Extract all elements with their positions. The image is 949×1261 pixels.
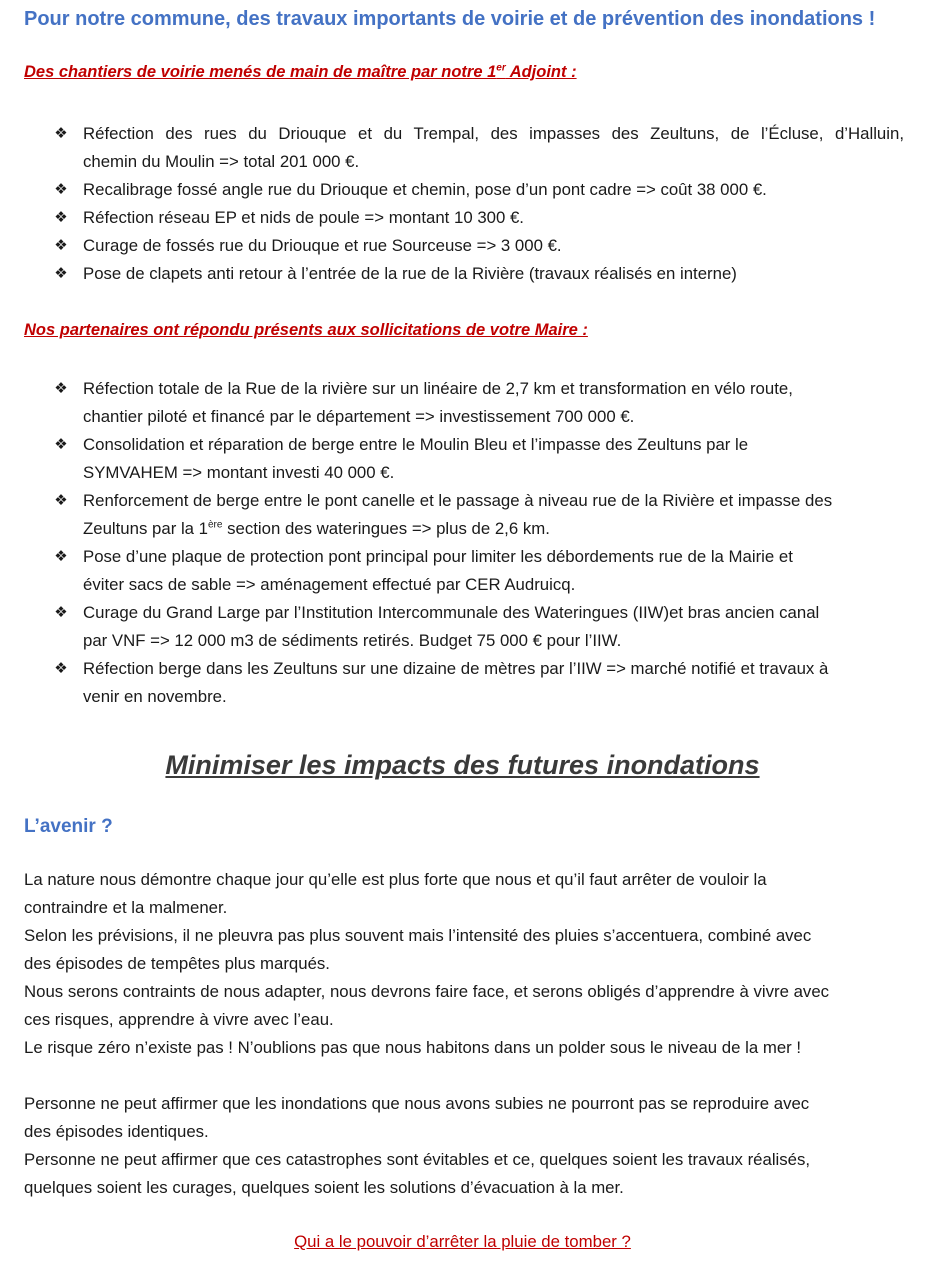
four-diamond-bullet-icon: ❖ <box>54 237 68 254</box>
avenir-paragraph-1 <box>24 866 904 1062</box>
section1-heading-end: Adjoint : <box>505 63 577 81</box>
section1-heading-sup: er <box>496 62 506 74</box>
section1-heading <box>24 63 577 82</box>
section1-list <box>54 120 904 288</box>
paragraph-line: des épisodes identiques. <box>24 1122 209 1141</box>
four-diamond-bullet-icon: ❖ <box>54 265 68 282</box>
list-item-line: Curage de fossés rue du Driouque et rue Sourceuse => 3 000 €. <box>83 236 562 255</box>
list-item <box>54 232 904 260</box>
list-item <box>54 599 904 655</box>
section2-list <box>54 375 904 711</box>
four-diamond-bullet-icon: ❖ <box>54 436 68 453</box>
paragraph-line: contraindre et la malmener. <box>24 898 228 917</box>
list-item-line: Pose de clapets anti retour à l’entrée de la rue de la Rivière (travaux réalisés en interne) <box>83 264 737 283</box>
list-item-text: section des wateringues => plus de 2,6 km. <box>222 519 550 538</box>
list-item <box>54 487 904 543</box>
list-item <box>54 120 904 176</box>
list-item-line: Curage du Grand Large par l’Institution Intercommunale des Wateringues (IIW)et bras ancien canal <box>83 603 820 622</box>
closing-question: Qui a le pouvoir d’arrêter la pluie de tomber ? <box>294 1232 631 1251</box>
list-item-line: chantier piloté et financé par le département => investissement 700 000 €. <box>83 407 635 426</box>
four-diamond-bullet-icon: ❖ <box>54 125 68 142</box>
list-item-line: Renforcement de berge entre le pont canelle et le passage à niveau rue de la Rivière et impasse des <box>83 491 833 510</box>
list-item-line: Réfection totale de la Rue de la rivière sur un linéaire de 2,7 km et transformation en vélo route, <box>83 379 793 398</box>
page-title: Pour notre commune, des travaux importants de voirie et de prévention des inondations ! <box>24 8 876 30</box>
list-item-line: par VNF => 12 000 m3 de sédiments retirés. Budget 75 000 € pour l’IIW. <box>83 631 622 650</box>
avenir-heading: L’avenir ? <box>24 816 113 837</box>
paragraph-line: Selon les prévisions, il ne pleuvra pas plus souvent mais l’intensité des pluies s’accentuera, combiné avec <box>24 926 812 945</box>
paragraph-line: des épisodes de tempêtes plus marqués. <box>24 954 330 973</box>
list-item <box>54 260 904 288</box>
list-item-text: Zeultuns par la 1 <box>83 519 208 538</box>
list-item-line: venir en novembre. <box>83 687 227 706</box>
list-item <box>54 655 904 711</box>
section2-heading: Nos partenaires ont répondu présents aux sollicitations de votre Maire : <box>24 321 588 339</box>
paragraph-line: quelques soient les curages, quelques soient les solutions d’évacuation à la mer. <box>24 1178 624 1197</box>
list-item-line: Réfection berge dans les Zeultuns sur une dizaine de mètres par l’IIW => marché notifié et travaux à <box>83 659 829 678</box>
list-item <box>54 204 904 232</box>
list-item <box>54 375 904 431</box>
list-item <box>54 543 904 599</box>
list-item-line: Réfection réseau EP et nids de poule => montant 10 300 €. <box>83 208 524 227</box>
list-item <box>54 176 904 204</box>
four-diamond-bullet-icon: ❖ <box>54 492 68 509</box>
list-item-line: SYMVAHEM => montant investi 40 000 €. <box>83 463 395 482</box>
list-item <box>54 431 904 487</box>
section1-heading-text: Des chantiers de voirie menés de main de maître par notre 1 <box>24 63 497 81</box>
section-title: Minimiser les impacts des futures inondations <box>165 750 760 780</box>
four-diamond-bullet-icon: ❖ <box>54 548 68 565</box>
four-diamond-bullet-icon: ❖ <box>54 209 68 226</box>
list-item-line: Pose d’une plaque de protection pont principal pour limiter les débordements rue de la Mairie et <box>83 547 793 566</box>
four-diamond-bullet-icon: ❖ <box>54 181 68 198</box>
four-diamond-bullet-icon: ❖ <box>54 380 68 397</box>
four-diamond-bullet-icon: ❖ <box>54 660 68 677</box>
paragraph-line: La nature nous démontre chaque jour qu’elle est plus forte que nous et qu’il faut arrêter de vouloir la <box>24 870 767 889</box>
list-item-line: éviter sacs de sable => aménagement effectué par CER Audruicq. <box>83 575 576 594</box>
list-item-line: Réfection des rues du Driouque et du Trempal, des impasses des Zeultuns, de l’Écluse, d’Halluin, <box>83 124 904 143</box>
list-item-line: chemin du Moulin => total 201 000 €. <box>83 152 360 171</box>
avenir-paragraph-2 <box>24 1090 904 1202</box>
list-item-sup: ère <box>208 519 223 531</box>
paragraph-line: ces risques, apprendre à vivre avec l’eau. <box>24 1010 334 1029</box>
paragraph-line: Le risque zéro n’existe pas ! N’oublions pas que nous habitons dans un polder sous le niveau de la mer ! <box>24 1038 802 1057</box>
list-item-line: Recalibrage fossé angle rue du Driouque et chemin, pose d’un pont cadre => coût 38 000 €. <box>83 180 767 199</box>
paragraph-line: Personne ne peut affirmer que les inondations que nous avons subies ne pourront pas se reproduire avec <box>24 1094 810 1113</box>
list-item-line: Consolidation et réparation de berge entre le Moulin Bleu et l’impasse des Zeultuns par le <box>83 435 749 454</box>
paragraph-line: Nous serons contraints de nous adapter, nous devrons faire face, et serons obligés d’apprendre à vivre avec <box>24 982 830 1001</box>
paragraph-line: Personne ne peut affirmer que ces catastrophes sont évitables et ce, quelques soient les travaux réalisés, <box>24 1150 811 1169</box>
list-item-line <box>83 515 904 543</box>
four-diamond-bullet-icon: ❖ <box>54 604 68 621</box>
